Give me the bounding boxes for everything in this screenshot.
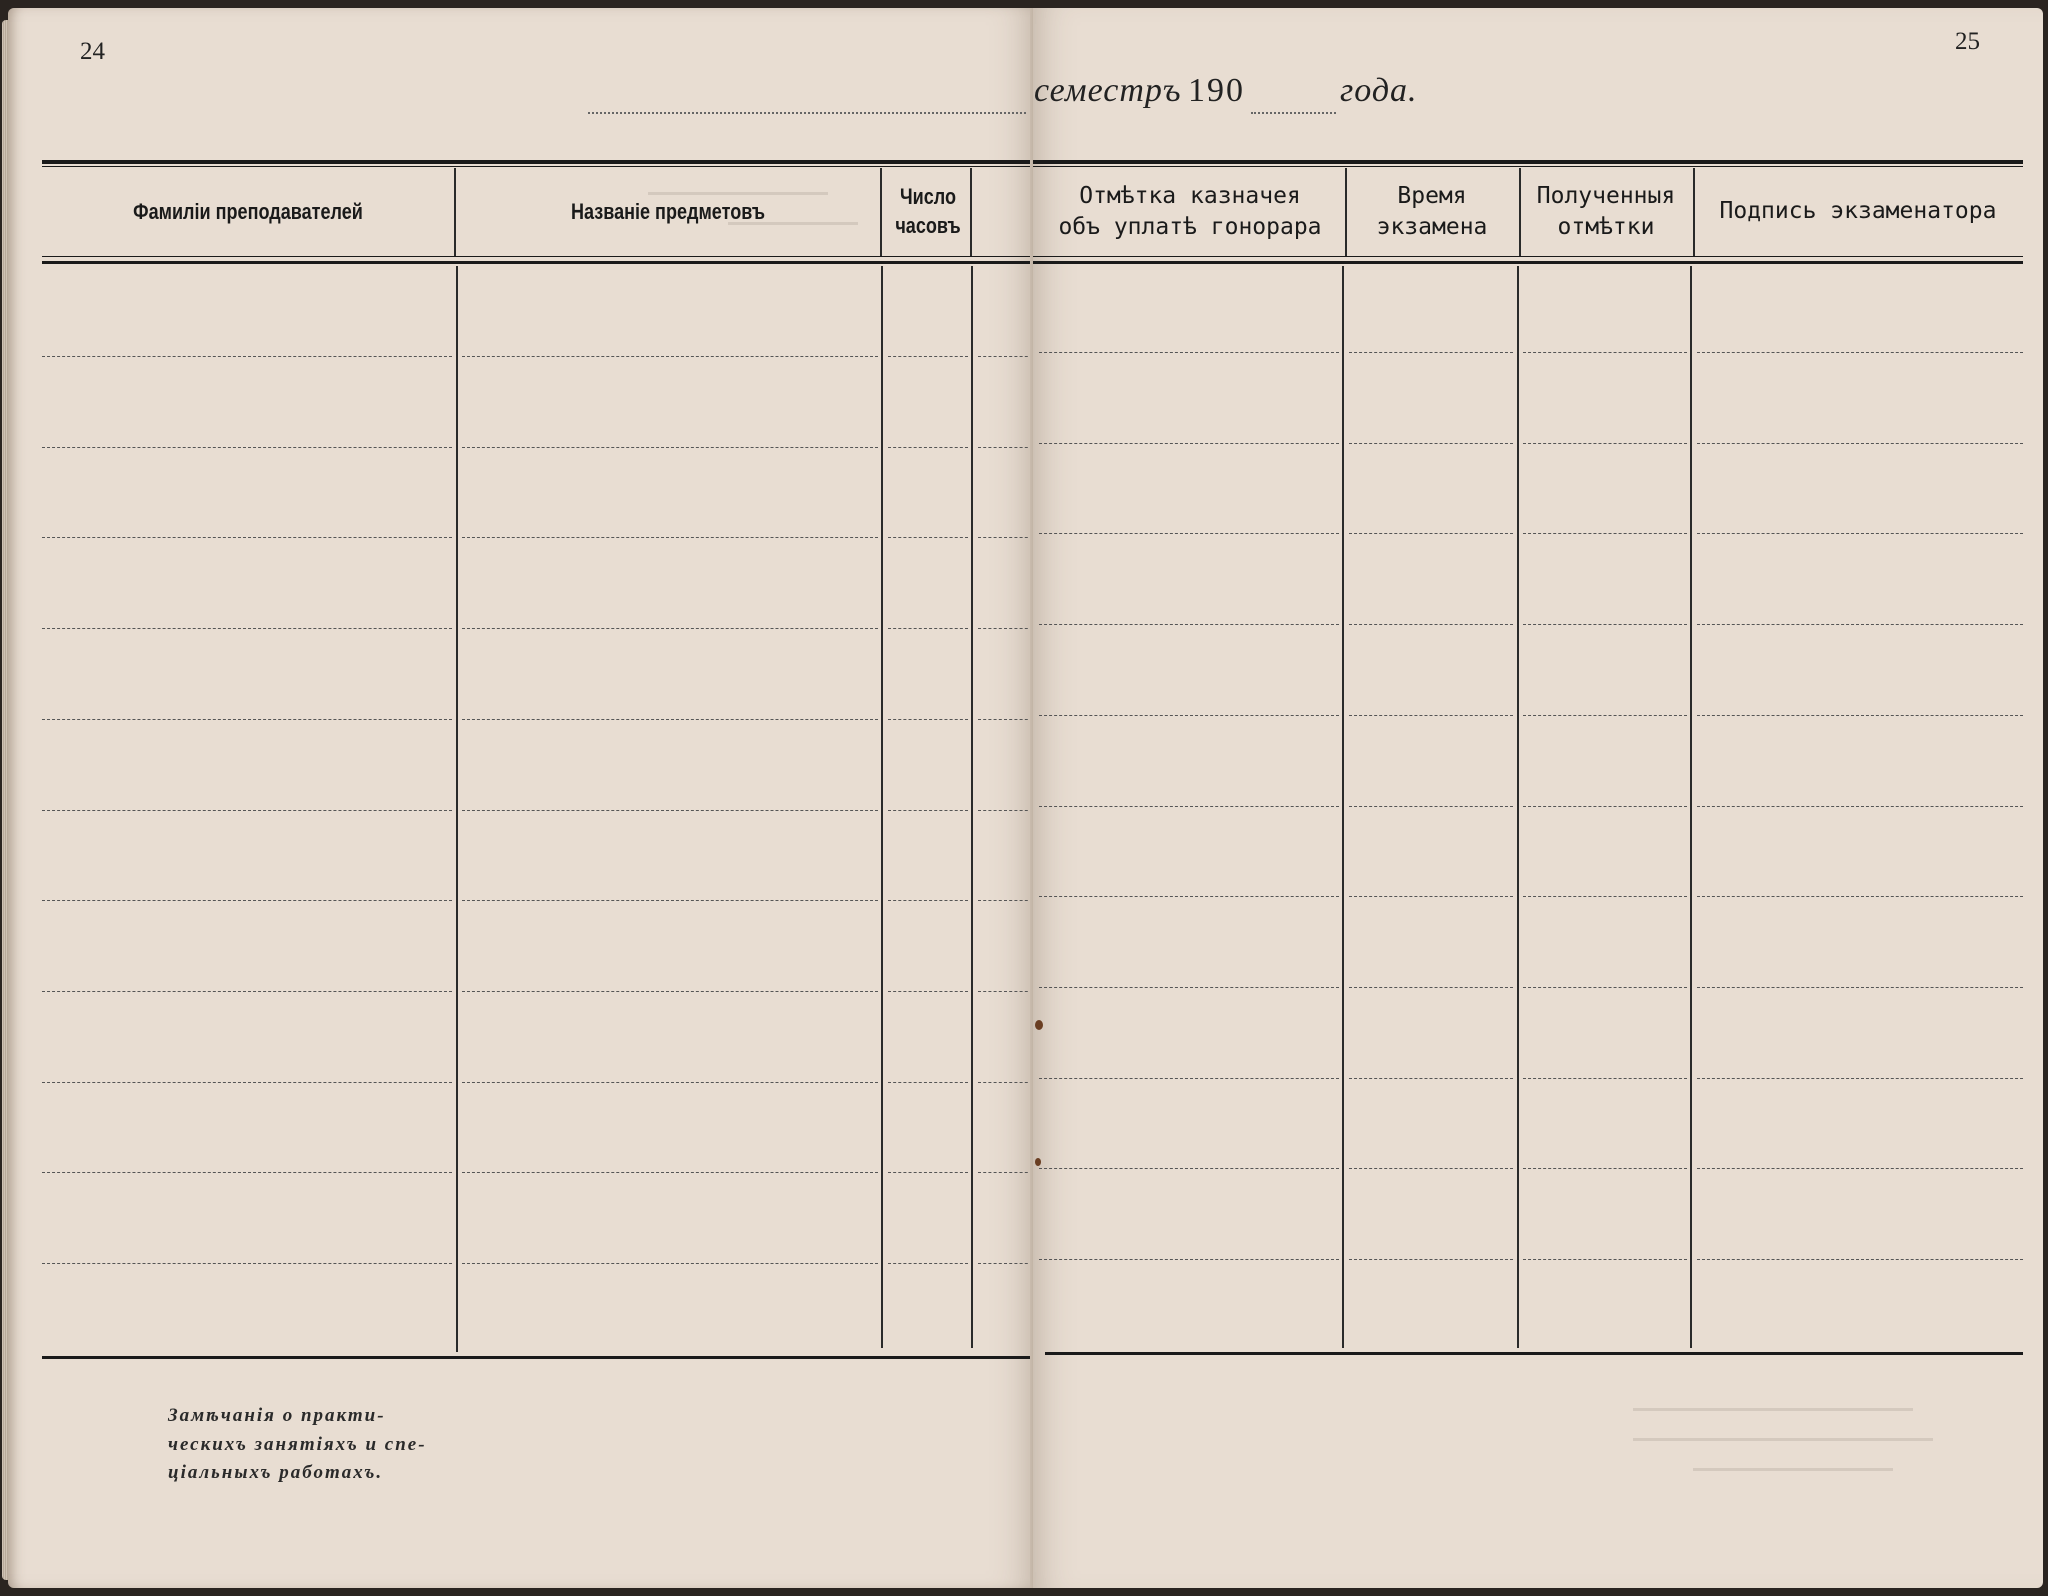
header-subjects: Названiе предметовъ — [570, 198, 766, 224]
writing-row-line[interactable] — [1349, 624, 1513, 625]
writing-row-line[interactable] — [1349, 987, 1513, 988]
writing-row-line[interactable] — [978, 537, 1033, 538]
writing-row-line[interactable] — [1039, 624, 1339, 625]
writing-row-line[interactable] — [1349, 352, 1513, 353]
writing-row-line[interactable] — [462, 1263, 878, 1264]
writing-row-line[interactable] — [462, 537, 878, 538]
ink-stain — [1035, 1020, 1043, 1030]
table-bottom-rule — [1045, 1352, 2023, 1355]
writing-row-line[interactable] — [1697, 715, 2023, 716]
writing-row-line[interactable] — [888, 719, 968, 720]
header-divider — [454, 168, 456, 256]
writing-row-line[interactable] — [978, 719, 1033, 720]
writing-row-line[interactable] — [1349, 715, 1513, 716]
writing-row-line[interactable] — [462, 1172, 878, 1173]
semester-line — [588, 68, 1428, 120]
writing-row-line[interactable] — [888, 628, 968, 629]
writing-row-line[interactable] — [462, 1082, 878, 1083]
writing-row-line[interactable] — [42, 628, 452, 629]
writing-row-line[interactable] — [1697, 1078, 2023, 1079]
writing-row-line[interactable] — [42, 1263, 452, 1264]
writing-row-line[interactable] — [1523, 1078, 1687, 1079]
writing-row-line[interactable] — [1039, 1168, 1339, 1169]
header-divider — [1345, 168, 1347, 256]
show-through-print — [1633, 1438, 1933, 1441]
writing-row-line[interactable] — [978, 1082, 1033, 1083]
header-top-rule — [1033, 160, 2023, 164]
table-bottom-rule — [42, 1356, 1037, 1359]
writing-row-line[interactable] — [1523, 352, 1687, 353]
writing-row-line[interactable] — [978, 991, 1033, 992]
writing-row-line[interactable] — [1697, 1259, 2023, 1260]
writing-row-line[interactable] — [42, 900, 452, 901]
writing-row-line[interactable] — [1349, 443, 1513, 444]
notes-line-1: Замѣчанiя о практи- — [168, 1405, 386, 1426]
writing-row-line[interactable] — [1039, 1259, 1339, 1260]
year-word: года. — [1340, 72, 1418, 109]
writing-row-line[interactable] — [1039, 715, 1339, 716]
writing-row-line[interactable] — [1697, 896, 2023, 897]
writing-row-line[interactable] — [462, 900, 878, 901]
writing-row-line[interactable] — [978, 628, 1033, 629]
writing-row-line[interactable] — [1039, 1078, 1339, 1079]
year-blank[interactable] — [1251, 112, 1336, 114]
column-divider — [456, 266, 458, 1352]
header-hours — [889, 168, 968, 256]
column-divider — [1690, 266, 1692, 1348]
writing-row-line[interactable] — [42, 447, 452, 448]
column-divider — [881, 266, 883, 1348]
show-through-print — [1693, 1468, 1893, 1471]
header-treasurer-line2: объ уплатѣ гонорара — [1058, 214, 1322, 240]
notes-line-2: ческихъ занятiяхъ и спе- — [168, 1433, 427, 1455]
writing-row-line[interactable] — [888, 1082, 968, 1083]
writing-row-line[interactable] — [42, 1082, 452, 1083]
show-through-print — [648, 192, 828, 195]
right-page — [1033, 8, 2043, 1588]
header-treasurer-line1: Отмѣтка казначея — [1079, 182, 1301, 209]
writing-row-line[interactable] — [1349, 533, 1513, 534]
writing-row-line[interactable] — [1523, 1168, 1687, 1169]
writing-row-line[interactable] — [1349, 806, 1513, 807]
show-through-print — [1633, 1408, 1913, 1411]
writing-row-line[interactable] — [1523, 443, 1687, 444]
header-grades-line2: отмѣтки — [1557, 214, 1655, 240]
writing-row-line[interactable] — [1523, 715, 1687, 716]
notes-line-3: цiальныхъ работахъ. — [168, 1462, 384, 1483]
writing-row-line[interactable] — [42, 810, 452, 811]
header-divider — [970, 168, 972, 256]
writing-row-line[interactable] — [462, 719, 878, 720]
writing-row-line[interactable] — [1697, 987, 2023, 988]
writing-row-line[interactable] — [1349, 1259, 1513, 1260]
writing-row-line[interactable] — [1349, 896, 1513, 897]
writing-row-line[interactable] — [462, 991, 878, 992]
column-divider — [971, 266, 973, 1348]
semester-word: семестръ — [1034, 72, 1182, 109]
header-treasurer — [1035, 168, 1345, 256]
writing-row-line[interactable] — [1697, 352, 2023, 353]
header-exam-time-line2: экзамена — [1376, 214, 1488, 240]
writing-row-line[interactable] — [42, 991, 452, 992]
header-top-rule-thin — [42, 166, 1037, 167]
writing-row-line[interactable] — [1697, 443, 2023, 444]
writing-row-line[interactable] — [1523, 1259, 1687, 1260]
year-prefix: 190 — [1188, 72, 1245, 109]
header-exam-time-line1: Время — [1397, 182, 1467, 209]
writing-row-line[interactable] — [888, 991, 968, 992]
column-divider — [1342, 266, 1344, 1348]
writing-row-line[interactable] — [978, 1263, 1033, 1264]
header-bottom-rule — [42, 261, 1037, 264]
header-exam-time — [1345, 168, 1519, 256]
writing-row-line[interactable] — [888, 1172, 968, 1173]
writing-row-line[interactable] — [1039, 443, 1339, 444]
writing-row-line[interactable] — [888, 447, 968, 448]
writing-row-line[interactable] — [1039, 896, 1339, 897]
writing-row-line[interactable] — [42, 537, 452, 538]
writing-row-line[interactable] — [1697, 806, 2023, 807]
writing-row-line[interactable] — [1039, 987, 1339, 988]
writing-row-line[interactable] — [42, 356, 452, 357]
writing-row-line[interactable] — [1039, 533, 1339, 534]
header-hours-line1: Число — [899, 184, 957, 210]
header-divider — [880, 168, 882, 256]
writing-row-line[interactable] — [978, 447, 1033, 448]
writing-row-line[interactable] — [1697, 533, 2023, 534]
writing-row-line[interactable] — [888, 1263, 968, 1264]
writing-row-line[interactable] — [888, 810, 968, 811]
left-page — [8, 8, 1033, 1588]
header-bottom-rule — [1033, 261, 2023, 264]
writing-row-line[interactable] — [1697, 624, 2023, 625]
header-top-rule — [42, 160, 1037, 164]
header-divider — [1693, 168, 1695, 256]
writing-row-line[interactable] — [978, 900, 1033, 901]
writing-row-line[interactable] — [1039, 352, 1339, 353]
show-through-print — [728, 222, 858, 225]
writing-row-line[interactable] — [462, 628, 878, 629]
column-divider — [1517, 266, 1519, 1348]
writing-row-line[interactable] — [888, 537, 968, 538]
writing-row-line[interactable] — [42, 1172, 452, 1173]
writing-row-line[interactable] — [888, 356, 968, 357]
writing-row-line[interactable] — [462, 356, 878, 357]
writing-row-line[interactable] — [1523, 806, 1687, 807]
writing-row-line[interactable] — [1039, 806, 1339, 807]
writing-row-line[interactable] — [1349, 1078, 1513, 1079]
writing-row-line[interactable] — [978, 1172, 1033, 1173]
header-signature: Подпись экзаменатора — [1719, 198, 1997, 225]
writing-row-line[interactable] — [888, 900, 968, 901]
header-hours-line2: часовъ — [895, 213, 961, 238]
writing-row-line[interactable] — [1697, 1168, 2023, 1169]
header-top-rule-thin — [1033, 166, 2023, 167]
writing-row-line[interactable] — [1349, 1168, 1513, 1169]
header-grades — [1519, 168, 1693, 256]
writing-row-line[interactable] — [1523, 987, 1687, 988]
writing-row-line[interactable] — [1523, 624, 1687, 625]
header-divider — [1519, 168, 1521, 256]
practical-notes-caption — [168, 1402, 478, 1488]
writing-row-line[interactable] — [978, 810, 1033, 811]
writing-row-line[interactable] — [42, 719, 452, 720]
semester-blank[interactable] — [588, 112, 1026, 114]
ink-stain — [1035, 1158, 1041, 1166]
header-bottom-rule-thin — [1033, 256, 2023, 257]
page-number-right: 25 — [1955, 28, 1980, 55]
writing-row-line[interactable] — [978, 356, 1033, 357]
writing-row-line[interactable] — [462, 810, 878, 811]
writing-row-line[interactable] — [1523, 896, 1687, 897]
header-bottom-rule-thin — [42, 256, 1037, 257]
writing-row-line[interactable] — [462, 447, 878, 448]
page-number-left: 24 — [80, 38, 105, 65]
header-grades-line1: Полученныя — [1536, 182, 1676, 209]
writing-row-line[interactable] — [1523, 533, 1687, 534]
header-teachers: Фамилiи преподавателей — [133, 198, 363, 224]
